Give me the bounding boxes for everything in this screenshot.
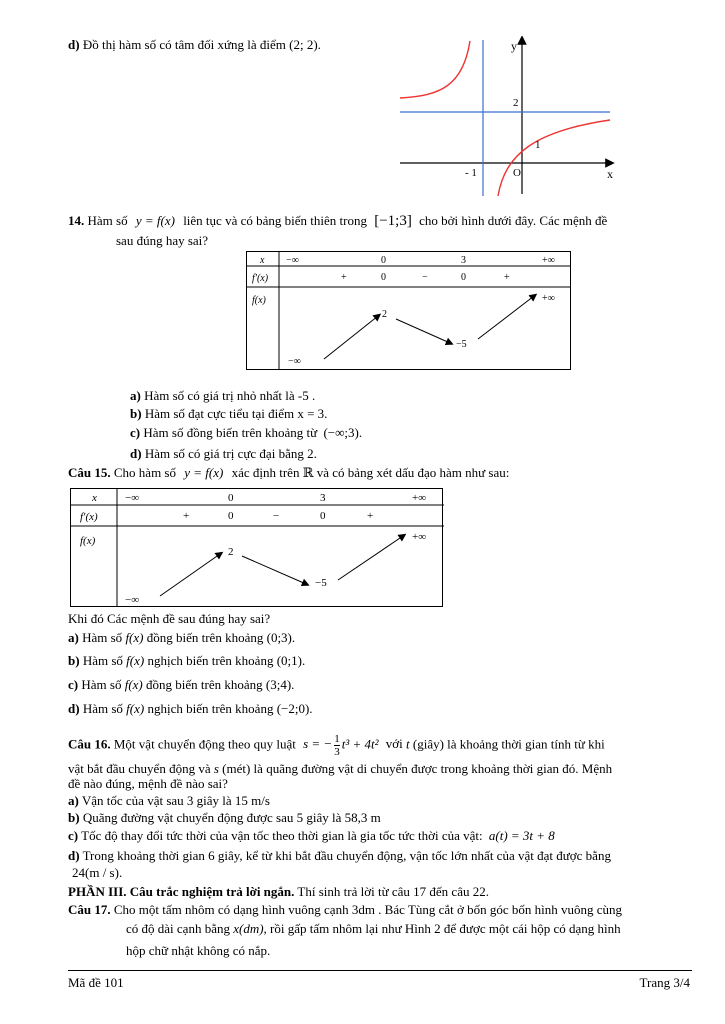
q13-d-label: d) xyxy=(68,37,80,52)
q15-sign: − xyxy=(273,510,280,522)
q15-d-interval: (−2;0). xyxy=(276,701,313,716)
q14-a xyxy=(130,388,315,404)
increase-arrow xyxy=(324,316,378,359)
q16-line2b: (mét) là quãng đường vật di chuyển được trong khoảng thời gian đó. Mệnh xyxy=(222,761,613,776)
q16-text: Một vật chuyển động theo quy luật xyxy=(113,736,296,752)
q15-b-func: f(x) xyxy=(126,653,145,668)
q14-x-val: −∞ xyxy=(286,255,299,266)
q16-label: Câu 16. xyxy=(68,736,111,752)
q14-c xyxy=(130,425,362,441)
q15-d-label: d) xyxy=(68,701,80,716)
increase-arrow xyxy=(478,296,534,339)
hyperbola-left-branch xyxy=(400,41,470,98)
graph-label-1: 1 xyxy=(535,139,541,151)
q14-interval: [−1;3] xyxy=(374,213,412,229)
q15-text2: xác định trên ℝ và có bảng xét dấu đạo hàm như sau: xyxy=(231,465,510,480)
q14-table-fp-label: f′(x) xyxy=(252,273,269,284)
q16-d-text: Trong khoảng thời gian 6 giây, kể từ khi bắt đầu chuyển động, vận tốc lớn nhất của vật đạt được bằng xyxy=(79,848,611,863)
q16-frac-num: 1 xyxy=(334,733,340,745)
q15-c-func: f(x) xyxy=(124,677,143,692)
q15-f-val: 2 xyxy=(228,546,234,558)
q15-b-label: b) xyxy=(68,653,80,668)
q16-fraction xyxy=(334,733,340,758)
q15-b xyxy=(68,653,305,669)
q15-table-f-label: f(x) xyxy=(80,535,96,547)
q15-x-val: +∞ xyxy=(412,492,427,504)
q16-formula-s: s = − xyxy=(303,736,333,752)
q13-d-statement xyxy=(68,37,321,53)
q16-t-var: t xyxy=(406,736,410,752)
q14-sign: + xyxy=(504,272,510,283)
q15-b-interval: (0;1). xyxy=(276,653,306,668)
q16-s-var: s xyxy=(213,761,219,776)
q14-text2: liên tục và có bảng biến thiên trong xyxy=(183,213,367,228)
graph-x-label: x xyxy=(607,167,613,181)
q15-table-fp-label: f′(x) xyxy=(80,511,98,523)
q16-a-text: Vận tốc của vật sau 3 giây là 15 m/s xyxy=(78,793,270,808)
q15-sign: 0 xyxy=(320,510,326,522)
hyperbola-graph xyxy=(395,36,615,196)
q14-a-text: Hàm số có giá trị nhỏ nhất là -5 . xyxy=(140,388,316,403)
q14-f-val: −5 xyxy=(456,339,467,350)
q14-stem xyxy=(68,213,607,230)
q15-x-val: 0 xyxy=(228,492,234,504)
q15-table-x-label: x xyxy=(92,492,97,504)
q15-label: Câu 15. xyxy=(68,465,111,480)
q17-text1: Cho một tấm nhôm có dạng hình vuông cạnh 3dm . Bác Tùng cắt ở bốn góc bốn hình vuông cùng xyxy=(113,902,623,917)
q15-a xyxy=(68,630,295,646)
q15-sign: + xyxy=(183,510,190,522)
q14-d-label: d) xyxy=(130,446,142,461)
q15-a-label: a) xyxy=(68,630,79,645)
q15-intro: Khi đó Các mệnh đề sau đúng hay sai? xyxy=(68,611,271,626)
q15-c-label: c) xyxy=(68,677,79,692)
q14-label: 14. xyxy=(68,213,85,228)
increase-arrow xyxy=(338,536,403,580)
q15-c xyxy=(68,677,294,693)
q16-d xyxy=(68,848,611,864)
decrease-arrow xyxy=(396,319,450,343)
q16-text3: (giây) là khoảng thời gian tính từ khi xyxy=(412,736,605,752)
q14-c-text: Hàm số đồng biến trên khoảng từ xyxy=(140,425,318,440)
q14-text: Hàm số xyxy=(87,213,128,228)
hyperbola-right-branch xyxy=(498,120,610,196)
q14-b-label: b) xyxy=(130,406,142,421)
q16-d-label: d) xyxy=(68,848,80,863)
q15-b-pre: Hàm số xyxy=(79,653,127,668)
q16-text2: với xyxy=(385,736,403,752)
q16-stem xyxy=(68,733,605,758)
q16-c-formula: a(t) = 3t + 8 xyxy=(488,828,555,843)
q16-a xyxy=(68,793,270,809)
q16-c xyxy=(68,828,555,844)
q16-b xyxy=(68,810,381,826)
q15-variation-table xyxy=(70,488,444,608)
q17-line2 xyxy=(126,921,621,937)
q14-x-val: 3 xyxy=(461,255,466,266)
q15-a-mid: đồng biến trên khoảng xyxy=(143,630,267,645)
q15-d-func: f(x) xyxy=(126,701,145,716)
q14-table-x-label: x xyxy=(260,255,265,266)
q14-c-interval: (−∞;3). xyxy=(323,425,363,440)
q15-sign: 0 xyxy=(228,510,234,522)
q14-x-val: 0 xyxy=(381,255,386,266)
q16-formula-rest: t³ + 4t² xyxy=(341,736,379,752)
q17-line3: hộp chữ nhật không có nắp. xyxy=(126,943,271,958)
q16-c-label: c) xyxy=(68,828,79,843)
q15-f-val: +∞ xyxy=(412,531,427,543)
graph-origin-label: O xyxy=(513,167,521,179)
q15-d xyxy=(68,701,313,717)
graph-label-2: 2 xyxy=(513,97,519,109)
q16-stem-line3: đề nào đúng, mệnh đề nào sai? xyxy=(68,776,228,791)
q14-sign: + xyxy=(341,272,347,283)
q16-frac-den: 3 xyxy=(334,746,340,758)
q16-stem-line2 xyxy=(68,761,612,777)
footer-page-number: Trang 3/4 xyxy=(639,975,690,990)
q17-line2a: có độ dài cạnh bằng xyxy=(126,921,230,936)
q15-c-interval: (3;4). xyxy=(265,677,295,692)
q17-label: Câu 17. xyxy=(68,902,111,917)
q15-a-pre: Hàm số xyxy=(78,630,126,645)
q14-func: y = f(x) xyxy=(135,213,175,228)
q14-variation-table xyxy=(246,251,571,371)
graph-y-label: y xyxy=(511,39,517,53)
q14-d xyxy=(130,446,317,462)
part3-text: Thí sinh trả lời từ câu 17 đến câu 22. xyxy=(294,884,489,899)
q15-f-val: −5 xyxy=(315,577,327,589)
part3-heading xyxy=(68,884,489,900)
q17-x-dm: x(dm) xyxy=(233,921,264,936)
q14-f-val: −∞ xyxy=(288,356,301,367)
q14-sign: 0 xyxy=(461,272,466,283)
q15-sign: + xyxy=(367,510,374,522)
q14-f-val: +∞ xyxy=(542,293,555,304)
q13-d-text: Đồ thị hàm số có tâm đối xứng là điểm (2; 2). xyxy=(79,37,321,52)
increase-arrow xyxy=(160,554,220,596)
q15-a-interval: (0;3). xyxy=(266,630,296,645)
q15-f-val: −∞ xyxy=(125,594,140,606)
q14-c-label: c) xyxy=(130,425,141,440)
q15-func: y = f(x) xyxy=(184,465,224,480)
q15-x-val: −∞ xyxy=(125,492,140,504)
q15-d-pre: Hàm số xyxy=(79,701,127,716)
decrease-arrow xyxy=(242,556,306,584)
q16-a-label: a) xyxy=(68,793,79,808)
q14-sign: − xyxy=(422,272,428,283)
part3-title: PHẦN III. Câu trắc nghiệm trả lời ngắn. xyxy=(68,884,295,899)
q14-sign: 0 xyxy=(381,272,386,283)
q16-b-text: Quãng đường vật chuyển động được sau 5 giây là 58,3 m xyxy=(79,810,381,825)
q15-d-mid: nghịch biến trên khoảng xyxy=(144,701,277,716)
q14-b-text: Hàm số đạt cực tiểu tại điểm x = 3. xyxy=(141,406,328,421)
q16-b-label: b) xyxy=(68,810,80,825)
q16-d-value: 24(m / s). xyxy=(72,865,123,880)
q16-c-text: Tốc độ thay đổi tức thời của vận tốc theo thời gian là gia tốc tức thời của vật: xyxy=(78,828,483,843)
q14-table-f-label: f(x) xyxy=(252,295,266,306)
q14-a-label: a) xyxy=(130,388,141,403)
q15-b-mid: nghịch biến trên khoảng xyxy=(144,653,277,668)
q14-d-text: Hàm số có giá trị cực đại bằng 2. xyxy=(141,446,317,461)
q17-line2b: , rồi gấp tấm nhôm lại như Hình 2 để được một cái hộp có dạng hình xyxy=(263,921,621,936)
q14-stem-line2: sau đúng hay sai? xyxy=(116,233,209,248)
q14-x-val: +∞ xyxy=(542,255,555,266)
q15-text: Cho hàm số xyxy=(113,465,176,480)
q16-line2a: vật bắt đầu chuyển động và xyxy=(68,761,211,776)
graph-label-minus-1: - 1 xyxy=(465,167,477,179)
q15-a-func: f(x) xyxy=(125,630,144,645)
q15-c-pre: Hàm số xyxy=(78,677,125,692)
q15-c-mid: đồng biến trên khoảng xyxy=(142,677,266,692)
q14-f-val: 2 xyxy=(382,309,387,320)
q15-x-val: 3 xyxy=(320,492,326,504)
footer-divider xyxy=(68,970,692,971)
q17-stem xyxy=(68,902,622,918)
q15-stem xyxy=(68,465,509,481)
q14-b xyxy=(130,406,327,422)
footer-exam-code: Mã đề 101 xyxy=(68,975,124,990)
q14-text3: cho bởi hình dưới đây. Các mệnh đề xyxy=(419,213,608,228)
